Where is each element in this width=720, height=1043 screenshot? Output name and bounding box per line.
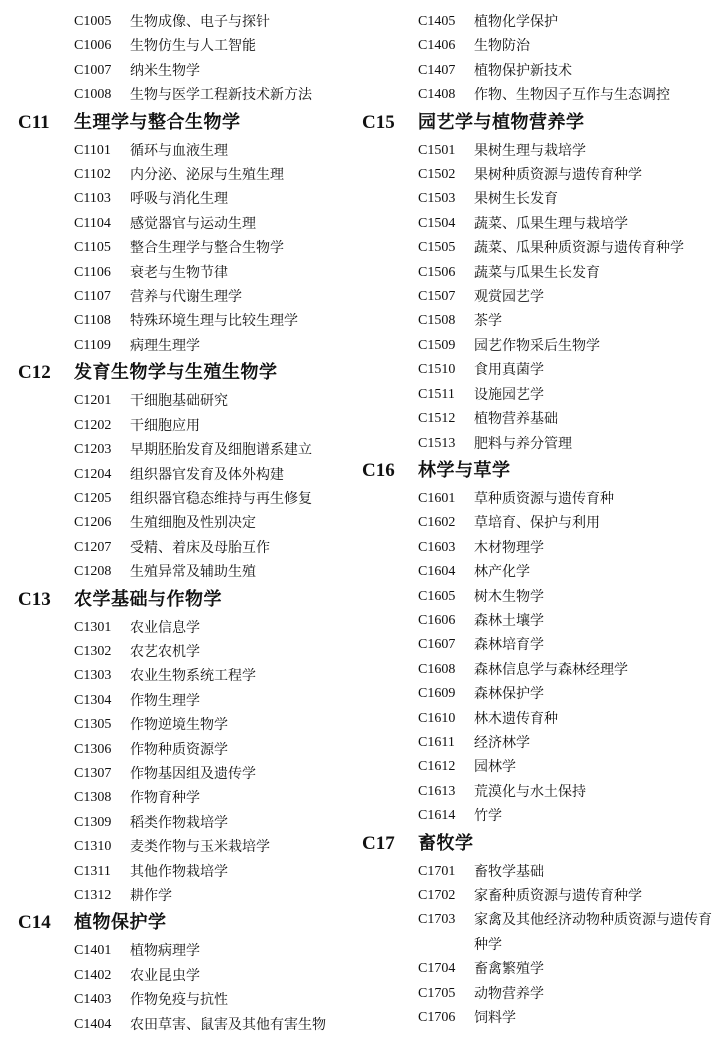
- item-code: C1107: [74, 289, 111, 305]
- item-name: 植物营养基础: [474, 411, 558, 428]
- list-item: [18, 713, 358, 737]
- item-name: 饲料学: [474, 1010, 516, 1027]
- item-name: 农业信息学: [130, 619, 200, 636]
- section-title: 农学基础与作物学: [74, 588, 222, 610]
- section-title: 发育生物学与生殖生物学: [74, 362, 278, 384]
- item-name: 草种质资源与遗传育种: [474, 490, 614, 507]
- list-item: [18, 414, 358, 438]
- item-name: 内分泌、泌尿与生殖生理: [130, 167, 284, 184]
- item-code: C1309: [74, 814, 112, 830]
- list-item: [362, 285, 712, 309]
- list-item: [18, 689, 358, 713]
- list-item: [362, 609, 712, 633]
- list-item: [18, 884, 358, 908]
- list-item: [18, 786, 358, 810]
- list-item: [362, 187, 712, 211]
- section-heading: [362, 456, 712, 486]
- section-code: C12: [18, 362, 51, 384]
- item-name: 生物与医学工程新技术新方法: [130, 87, 312, 104]
- item-name: 作物、生物因子互作与生态调控: [474, 87, 670, 104]
- item-name: 园艺作物采后生物学: [474, 337, 600, 354]
- item-code: C1008: [74, 87, 112, 103]
- item-name: 森林培育学: [474, 637, 544, 654]
- item-code: C1606: [418, 612, 456, 628]
- item-code: C1401: [74, 943, 112, 959]
- item-name: 果树生长发育: [474, 191, 558, 208]
- item-code: C1403: [74, 992, 112, 1008]
- list-item: [18, 389, 358, 413]
- list-item: [18, 59, 358, 83]
- item-code: C1512: [418, 411, 456, 427]
- item-code: C1007: [74, 62, 112, 78]
- item-code: C1513: [418, 435, 456, 451]
- item-code: C1203: [74, 442, 112, 458]
- item-code: C1613: [418, 783, 456, 799]
- list-item: [18, 187, 358, 211]
- item-name: 植物化学保护: [474, 14, 558, 30]
- section-title: 生理学与整合生物学: [74, 111, 241, 133]
- list-item: [362, 957, 712, 981]
- list-item: [362, 982, 712, 1006]
- list-item: [362, 212, 712, 236]
- list-item: [362, 731, 712, 755]
- list-item: [18, 285, 358, 309]
- item-code: C1103: [74, 191, 111, 207]
- item-code: C1502: [418, 167, 456, 183]
- item-code: C1108: [74, 313, 111, 329]
- item-name: 生物成像、电子与探针: [130, 14, 270, 30]
- item-name: 观赏园艺学: [474, 289, 544, 306]
- item-name: 果树种质资源与遗传育种学: [474, 167, 642, 184]
- item-code: C1102: [74, 167, 111, 183]
- item-code: C1602: [418, 515, 456, 531]
- list-item: [362, 707, 712, 731]
- item-code: C1202: [74, 417, 112, 433]
- item-name: 纳米生物学: [130, 62, 200, 79]
- list-item: [362, 139, 712, 163]
- item-name: 其他作物栽培学: [130, 863, 228, 880]
- section-heading: [18, 585, 358, 615]
- item-name: 畜禽繁殖学: [474, 961, 544, 978]
- item-name: 荒漠化与水土保持: [474, 783, 586, 800]
- section-heading: [362, 108, 712, 138]
- item-code: C1101: [74, 142, 111, 158]
- item-code: C1305: [74, 717, 112, 733]
- item-code: C1201: [74, 393, 112, 409]
- item-name: 作物免疫与抗性: [130, 992, 228, 1009]
- section-title: 园艺学与植物营养学: [418, 111, 585, 133]
- list-item: [362, 34, 712, 58]
- item-name: 竹学: [474, 808, 502, 825]
- item-name: 整合生理学与整合生物学: [130, 240, 284, 257]
- item-name: 农业生物系统工程学: [130, 668, 256, 685]
- list-item: [362, 334, 712, 358]
- section-code: C11: [18, 111, 50, 133]
- list-item: [18, 34, 358, 58]
- item-code: C1208: [74, 564, 112, 580]
- item-name: 循环与血液生理: [130, 142, 228, 159]
- item-code: C1308: [74, 790, 112, 806]
- list-item: [18, 334, 358, 358]
- item-name: 植物保护新技术: [474, 62, 572, 79]
- list-item: [18, 463, 358, 487]
- list-item: [362, 511, 712, 535]
- item-code: C1701: [418, 863, 456, 879]
- list-item: [18, 835, 358, 859]
- item-code: C1614: [418, 808, 456, 824]
- list-item: [362, 908, 712, 957]
- list-item: [18, 212, 358, 236]
- item-name: 肥料与养分管理: [474, 435, 572, 452]
- item-code: C1510: [418, 362, 456, 378]
- item-name: 干细胞应用: [130, 417, 200, 434]
- item-name: 作物种质资源学: [130, 741, 228, 758]
- list-item: [18, 860, 358, 884]
- item-code: C1511: [418, 386, 455, 402]
- list-item: [18, 10, 358, 34]
- item-name: 动物营养学: [474, 985, 544, 1002]
- item-name: 林木遗传育种: [474, 710, 558, 727]
- list-item: [362, 59, 712, 83]
- item-code: C1306: [74, 741, 112, 757]
- list-item: [362, 83, 712, 107]
- item-name: 耕作学: [130, 888, 172, 904]
- item-code: C1508: [418, 313, 456, 329]
- list-item: [18, 83, 358, 107]
- item-name: 茶学: [474, 313, 502, 330]
- list-item: [362, 585, 712, 609]
- item-name: 农艺农机学: [130, 643, 200, 660]
- list-item: [18, 1013, 358, 1037]
- item-name: 生物防治: [474, 38, 530, 55]
- item-code: C1610: [418, 710, 456, 726]
- item-name: 蔬菜与瓜果生长发育: [474, 264, 600, 281]
- item-name: 生殖细胞及性别决定: [130, 515, 256, 532]
- list-item: [362, 633, 712, 657]
- item-code: C1301: [74, 619, 112, 635]
- list-item: [18, 964, 358, 988]
- item-name: 作物育种学: [130, 790, 200, 807]
- list-item: [362, 860, 712, 884]
- item-code: C1608: [418, 661, 456, 677]
- list-item: [362, 432, 712, 456]
- list-item: [18, 261, 358, 285]
- item-name: 经济林学: [474, 734, 530, 751]
- section-title: 林学与草学: [418, 459, 511, 481]
- item-code: C1407: [418, 62, 456, 78]
- item-name: 植物病理学: [130, 943, 200, 960]
- item-code: C1307: [74, 765, 112, 781]
- item-code: C1204: [74, 466, 112, 482]
- item-name: 麦类作物与玉米栽培学: [130, 839, 270, 856]
- section-heading: [18, 908, 358, 938]
- section-heading: [362, 829, 712, 859]
- item-name: 作物基因组及遗传学: [130, 765, 256, 782]
- item-name: 农田草害、鼠害及其他有害生物: [130, 1016, 326, 1033]
- item-name: 园林学: [474, 759, 516, 776]
- item-code: C1507: [418, 289, 456, 305]
- item-code: C1312: [74, 888, 112, 903]
- list-item: [18, 309, 358, 333]
- item-name: 森林土壤学: [474, 612, 544, 629]
- item-name: 森林保护学: [474, 686, 544, 703]
- item-code: C1206: [74, 515, 112, 531]
- right-column: [362, 10, 712, 1030]
- section-code: C16: [362, 459, 395, 481]
- list-item: [362, 658, 712, 682]
- item-name: 作物逆境生物学: [130, 717, 228, 734]
- item-code: C1408: [418, 87, 456, 103]
- item-code: C1311: [74, 863, 111, 879]
- section-title: 畜牧学: [418, 832, 474, 854]
- item-code: C1501: [418, 142, 456, 158]
- item-name: 稻类作物栽培学: [130, 814, 228, 831]
- item-code: C1611: [418, 734, 455, 750]
- item-code: C1702: [418, 888, 456, 903]
- list-item: [18, 738, 358, 762]
- list-item: [362, 10, 712, 34]
- item-code: C1104: [74, 215, 111, 231]
- list-item: [362, 755, 712, 779]
- item-name: 呼吸与消化生理: [130, 191, 228, 208]
- section-code: C17: [362, 832, 395, 854]
- item-name: 特殊环境生理与比较生理学: [130, 313, 298, 330]
- item-name: 早期胚胎发育及细胞谱系建立: [130, 442, 312, 459]
- item-name: 设施园艺学: [474, 386, 544, 403]
- item-code: C1402: [74, 967, 112, 983]
- list-item: [18, 139, 358, 163]
- list-item: [362, 261, 712, 285]
- list-item: [362, 407, 712, 431]
- list-item: [18, 236, 358, 260]
- item-code: C1503: [418, 191, 456, 207]
- list-item: [18, 762, 358, 786]
- item-code: C1106: [74, 264, 111, 280]
- item-name: 家禽及其他经济动物种质资源与遗传育种学: [474, 912, 712, 953]
- item-code: C1506: [418, 264, 456, 280]
- list-item: [18, 988, 358, 1012]
- item-code: C1109: [74, 337, 111, 353]
- item-code: C1405: [418, 14, 456, 29]
- item-name: 组织器官稳态维持与再生修复: [130, 490, 312, 507]
- list-item: [362, 804, 712, 828]
- item-code: C1304: [74, 692, 112, 708]
- item-code: C1207: [74, 539, 112, 555]
- item-code: C1704: [418, 961, 456, 977]
- list-item: [362, 309, 712, 333]
- list-item: [362, 236, 712, 260]
- item-code: C1310: [74, 839, 112, 855]
- list-item: [362, 1006, 712, 1030]
- item-name: 蔬菜、瓜果种质资源与遗传育种学: [474, 240, 684, 257]
- list-item: [18, 640, 358, 664]
- list-item: [362, 560, 712, 584]
- list-item: [362, 682, 712, 706]
- section-code: C13: [18, 588, 51, 610]
- list-item: [362, 536, 712, 560]
- item-name: 林产化学: [474, 564, 530, 581]
- list-item: [362, 780, 712, 804]
- item-code: C1705: [418, 985, 456, 1001]
- item-name: 蔬菜、瓜果生理与栽培学: [474, 215, 628, 232]
- section-title: 植物保护学: [74, 912, 167, 934]
- item-name: 受精、着床及母胎互作: [130, 539, 270, 556]
- list-item: [18, 664, 358, 688]
- item-name: 生物仿生与人工智能: [130, 38, 256, 55]
- list-item: [18, 163, 358, 187]
- item-name: 木材物理学: [474, 539, 544, 556]
- item-name: 草培育、保护与利用: [474, 515, 600, 532]
- item-name: 作物生理学: [130, 692, 200, 709]
- list-item: [362, 487, 712, 511]
- list-item: [362, 163, 712, 187]
- item-code: C1505: [418, 240, 456, 256]
- item-name: 感觉器官与运动生理: [130, 215, 256, 232]
- list-item: [362, 884, 712, 908]
- item-code: C1603: [418, 539, 456, 555]
- item-code: C1005: [74, 14, 112, 29]
- list-item: [18, 560, 358, 584]
- item-code: C1706: [418, 1010, 456, 1026]
- item-code: C1604: [418, 564, 456, 580]
- item-code: C1205: [74, 490, 112, 506]
- list-item: [18, 511, 358, 535]
- list-item: [18, 616, 358, 640]
- item-name: 树木生物学: [474, 588, 544, 605]
- item-code: C1406: [418, 38, 456, 54]
- section-heading: [18, 108, 358, 138]
- item-name: 家畜种质资源与遗传育种学: [474, 888, 642, 904]
- left-column: [18, 10, 358, 1037]
- section-code: C14: [18, 912, 51, 934]
- item-code: C1609: [418, 686, 456, 702]
- item-name: 衰老与生物节律: [130, 264, 228, 281]
- item-code: C1605: [418, 588, 456, 604]
- item-code: C1006: [74, 38, 112, 54]
- item-code: C1105: [74, 240, 111, 256]
- item-code: C1612: [418, 759, 456, 775]
- list-item: [18, 939, 358, 963]
- item-code: C1607: [418, 637, 456, 653]
- item-name: 生殖异常及辅助生殖: [130, 564, 256, 581]
- section-code: C15: [362, 111, 395, 133]
- item-code: C1601: [418, 490, 456, 506]
- list-item: [362, 383, 712, 407]
- item-code: C1303: [74, 668, 112, 684]
- item-name: 营养与代谢生理学: [130, 289, 242, 306]
- item-name: 食用真菌学: [474, 362, 544, 379]
- item-code: C1703: [418, 912, 456, 928]
- item-name: 畜牧学基础: [474, 863, 544, 880]
- list-item: [18, 487, 358, 511]
- item-name: 农业昆虫学: [130, 967, 200, 984]
- item-name: 森林信息学与森林经理学: [474, 661, 628, 678]
- item-name: 组织器官发育及体外构建: [130, 466, 284, 483]
- section-heading: [18, 358, 358, 388]
- item-name: 干细胞基础研究: [130, 393, 228, 410]
- list-item: [18, 811, 358, 835]
- item-name: 病理生理学: [130, 337, 200, 354]
- list-item: [18, 536, 358, 560]
- item-code: C1404: [74, 1016, 112, 1032]
- item-name: 果树生理与栽培学: [474, 142, 586, 159]
- item-code: C1302: [74, 643, 112, 659]
- item-code: C1504: [418, 215, 456, 231]
- item-code: C1509: [418, 337, 456, 353]
- list-item: [18, 438, 358, 462]
- list-item: [362, 358, 712, 382]
